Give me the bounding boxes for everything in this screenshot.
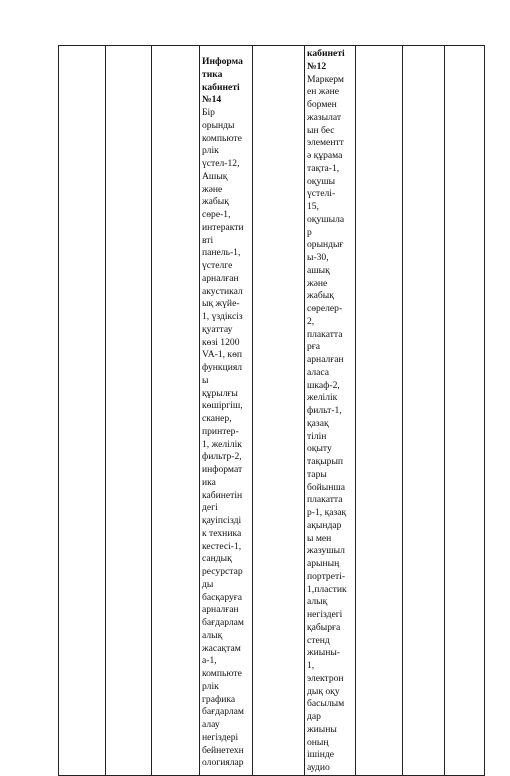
cell-heading: кабинеті №12	[307, 48, 345, 72]
table-cell-empty	[445, 46, 485, 776]
table-cell-room-12	[305, 46, 356, 776]
equipment-table	[58, 45, 485, 776]
table-cell-informatics-room	[200, 46, 253, 776]
table-cell-empty	[152, 46, 200, 776]
table-cell-empty	[59, 46, 106, 776]
table-cell-empty	[356, 46, 403, 776]
table-cell-empty	[106, 46, 152, 776]
table-cell-empty	[403, 46, 445, 776]
cell-body: Бір орынды компьюте рлік үстел-12, Ашық және жабық сөре-1, интеракти вті панель-1, үстелге арналған акустикал ық жүйе- 1, үздіксіз қуаттау көзі 1200 VA-1, көп функциял ы құрылғы көшіргіш, сканер, принтер- 1, желілік фильтр-2, информат ика кабинетін дегі қауіпсізді к техника кестесі-1, сандық ресурстар ды басқаруға арналған бағдарлам алық жасақтам а-1, компьюте рлік графика бағдарлам алау негіздері бейнетехн ологиялар	[202, 107, 245, 769]
cell-body: Маркерм ен және бормен жазылат ын бес элементт ә құрама тақта-1, оқушы үстелі- 15, оқушыла р орындығ ы-30, ашық және жабық сөрелер- 2, плакатта рға арналған аласа шкаф-2, желілік фильт-1, қазақ тілін оқыту тақырып тары бойынша плакатта р-1, қазақ ақындар ы мен жазушыл арының портреті- 1,пластик алық негіздегі қабырға стенд жиыны- 1, электрон дық оқу басылым дар жиыны оның ішінде аудио	[307, 73, 347, 773]
table-cell-empty	[253, 46, 305, 776]
cell-heading: Информа тика кабинеті №14	[202, 56, 243, 106]
table-row	[59, 46, 485, 776]
